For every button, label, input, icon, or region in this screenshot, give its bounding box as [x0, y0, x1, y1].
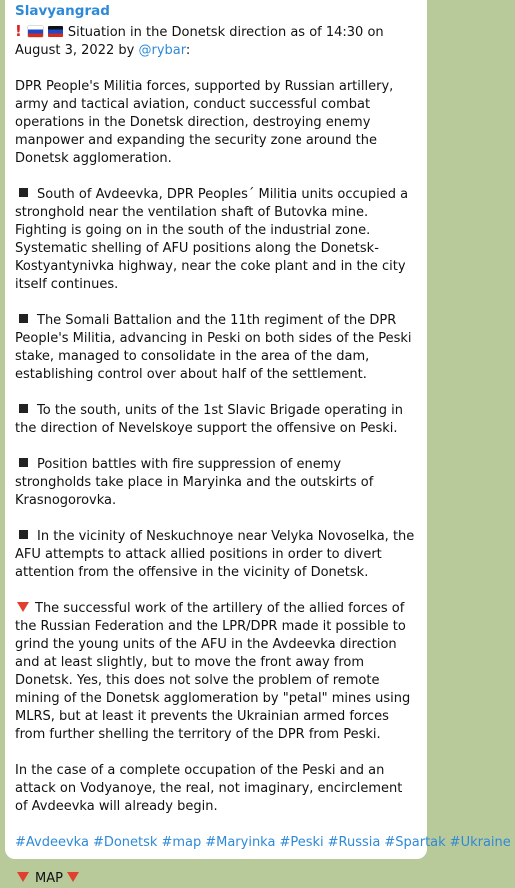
hashtag-list — [15, 834, 511, 852]
intro-paragraph: DPR People's Militia forces, supported by Russian artillery, army and tactical aviation, conduct successful combat operations in the Donetsk direction, destroying enemy manpower and expanding the security zone around the Donetsk agglomeration. — [15, 79, 394, 166]
hashtag-link[interactable]: #Russia — [327, 835, 381, 850]
bullet-paragraph-5 — [15, 528, 419, 582]
red-triangle-down-icon — [17, 872, 29, 882]
bullet-text-2: The Somali Battalion and the 11th regiment of the DPR People's Militia, advancing in Peski on both sides of the Peski stake, managed to consolidate in the area of the dam, establishing control over about half of the settlement. — [15, 313, 412, 382]
header-colon: : — [185, 43, 191, 58]
red-triangle-down-icon — [17, 602, 29, 612]
hashtag-link[interactable]: #map — [161, 835, 202, 850]
bullet-paragraph-4 — [15, 456, 419, 510]
message-header — [15, 22, 419, 60]
hashtag-link[interactable]: #Donetsk — [92, 835, 158, 850]
bullet-text-5: In the vicinity of Neskuchnoye near Velyka Novoselka, the AFU attempts to attack allied positions in order to divert attention from the offensive in the vicinity of Donetsk. — [15, 529, 415, 580]
map-line — [15, 870, 419, 888]
analysis-text: The successful work of the artillery of the allied forces of the Russian Federation and the LPR/DPR made it possible to grind the young units of the AFU in the Avdeevka direction and at least slightly, but to move the front away from Donetsk. Yes, this does not solve the problem of remote mining of the Donetsk agglomeration by "petal" mines using MLRS, but at least it prevents the Ukrainian armed forces from further shelling the territory of the DPR from Peski. — [15, 601, 411, 742]
hashtag-link[interactable]: #Spartak — [384, 835, 446, 850]
closing-paragraph: In the case of a complete occupation of the Peski and an attack on Vodyanoye, the real, not imaginary, encirclement of Avdeevka will already begin. — [15, 763, 403, 814]
analysis-paragraph — [15, 600, 419, 744]
black-square-bullet-icon — [19, 458, 28, 467]
mention-link[interactable]: @rybar — [138, 43, 186, 58]
bullet-text-3: To the south, units of the 1st Slavic Brigade operating in the direction of Nevelskoye support the offensive on Peski. — [15, 403, 403, 436]
bullet-text-1: South of Avdeevka, DPR Peoples´ Militia units occupied a stronghold near the ventilation shaft of Butovka mine. Fighting is going on in the south of the industrial zone. Systematic shelling of AFU positions along the Donetsk-Kostyantynivka highway, near the coke plant and in the city itself continues. — [15, 187, 409, 292]
red-triangle-down-icon — [67, 872, 79, 882]
channel-name[interactable]: Slavyangrad — [15, 3, 110, 19]
russia-flag-icon — [28, 26, 43, 37]
dpr-flag-icon — [48, 26, 63, 37]
black-square-bullet-icon — [19, 404, 28, 413]
red-exclamation-icon: ! — [15, 22, 22, 40]
bullet-paragraph-3 — [15, 402, 419, 438]
bullet-paragraph-1 — [15, 186, 419, 294]
hashtag-link[interactable]: #Avdeevka — [15, 835, 89, 850]
bullet-text-4: Position battles with fire suppression of enemy strongholds take place in Maryinka and the outskirts of Krasnogorovka. — [15, 457, 374, 508]
message-bubble — [5, 0, 511, 886]
header-text: Situation in the Donetsk direction as of 14:30 on August 3, 2022 by — [15, 25, 384, 58]
bullet-paragraph-2 — [15, 312, 419, 384]
black-square-bullet-icon — [19, 530, 28, 539]
map-label: MAP — [35, 871, 63, 886]
hashtag-link[interactable]: #Ukraine — [449, 835, 511, 850]
black-square-bullet-icon — [19, 314, 28, 323]
hashtag-link[interactable]: #Maryinka — [205, 835, 276, 850]
hashtag-link[interactable]: #Peski — [279, 835, 324, 850]
black-square-bullet-icon — [19, 188, 28, 197]
